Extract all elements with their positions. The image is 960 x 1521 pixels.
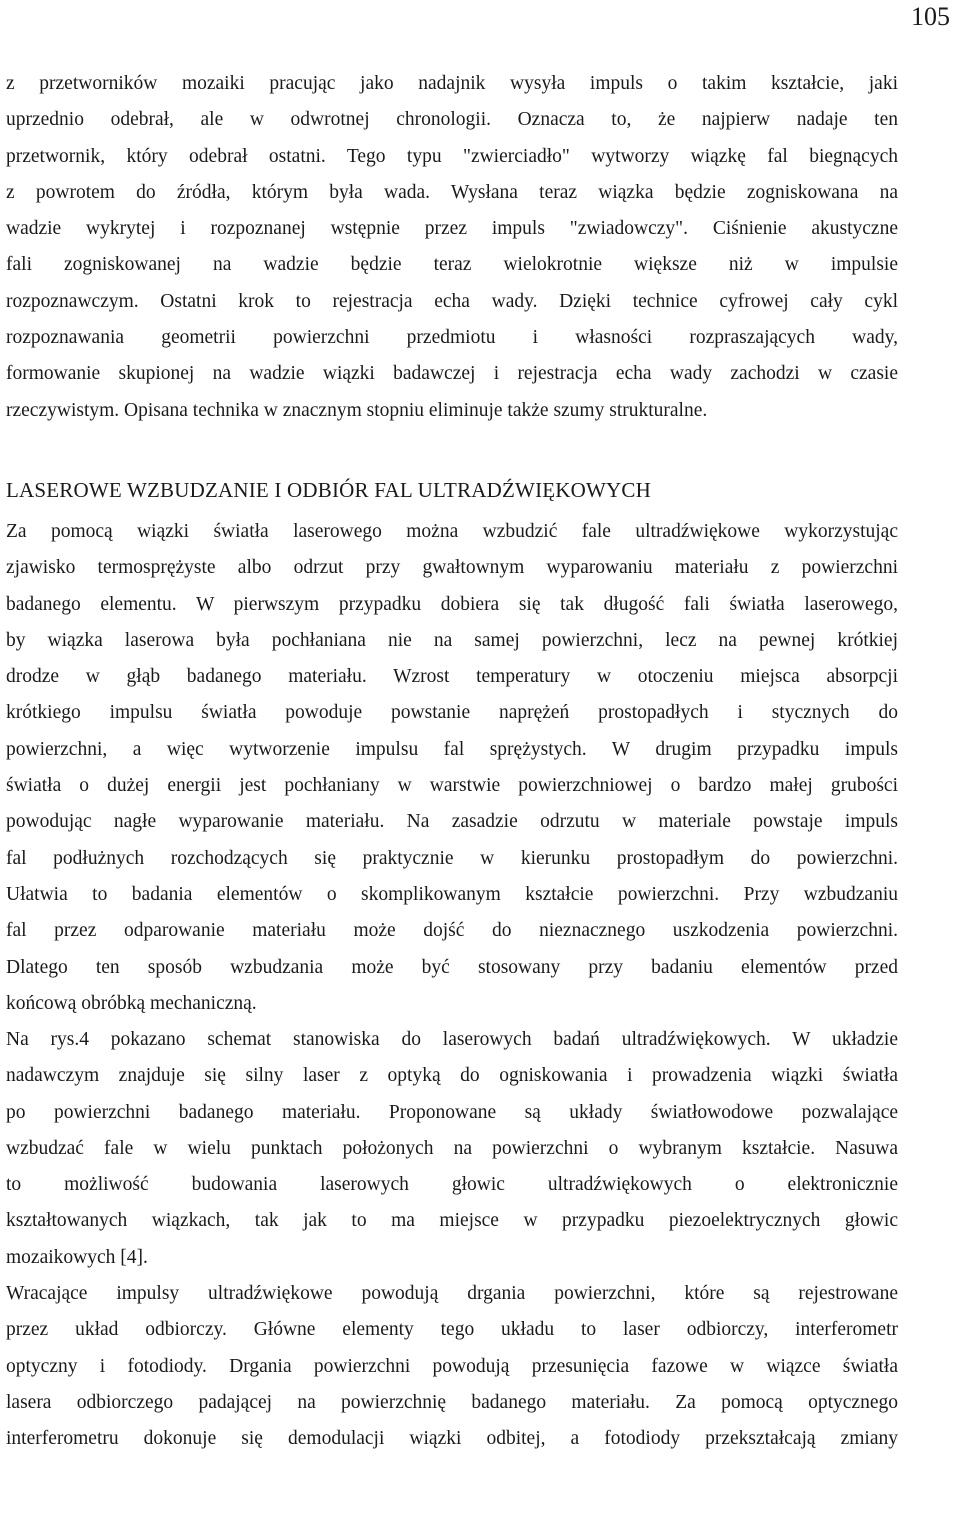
text-line: przez układ odbiorczy. Główne elementy tego układu to laser odbiorczy, interferometr xyxy=(6,1319,898,1341)
text-line: lasera odbiorczego padającej na powierzchnię badanego materiału. Za pomocą optycznego xyxy=(6,1391,898,1413)
text-line: powierzchni, a więc wytworzenie impulsu fal sprężystych. W drugim przypadku impuls xyxy=(6,738,898,760)
text-line: drodze w głąb badanego materiału. Wzrost temperatury w otoczeniu miejsca absorpcji xyxy=(6,666,898,688)
text-line: to możliwość budowania laserowych głowic ultradźwiękowych o elektronicznie xyxy=(6,1174,898,1196)
text-line: końcową obróbką mechaniczną. xyxy=(6,992,257,1014)
text-line: optyczny i fotodiody. Drgania powierzchni powodują przesunięcia fazowe w wiązce światła xyxy=(6,1355,898,1377)
text-line: Wracające impulsy ultradźwiękowe powodują drgania powierzchni, które są rejestrowane xyxy=(6,1283,898,1304)
text-line: rozpoznawczym. Ostatni krok to rejestracja echa wady. Dzięki technice cyfrowej cały cykl xyxy=(6,290,898,312)
text-line: po powierzchni badanego materiału. Proponowane są układy światłowodowe pozwalające xyxy=(6,1101,898,1123)
paragraph-1 xyxy=(6,66,898,429)
text-line: kształtowanych wiązkach, tak jak to ma miejsce w przypadku piezoelektrycznych głowic xyxy=(6,1210,898,1232)
text-line: Na rys.4 pokazano schemat stanowiska do laserowych badań ultradźwiękowych. W układzie xyxy=(6,1029,898,1050)
text-line: rzeczywistym. Opisana technika w znacznym stopniu eliminuje także szumy strukturalne. xyxy=(6,399,708,421)
text-line: wzbudzać fale w wielu punktach położonych na powierzchni o wybranym kształcie. Nasuwa xyxy=(6,1137,898,1159)
text-line: z przetworników mozaiki pracując jako nadajnik wysyła impuls o takim kształcie, jaki xyxy=(6,73,898,94)
text-line: światła o dużej energii jest pochłaniany w warstwie powierzchniowej o bardzo małej grubości xyxy=(6,775,898,797)
text-line: interferometru dokonuje się demodulacji wiązki odbitej, a fotodiody przekształcają zmiany xyxy=(6,1428,898,1450)
text-line: uprzednio odebrał, ale w odwrotnej chronologii. Oznacza to, że najpierw nadaje ten xyxy=(6,109,898,131)
text-line: mozaikowych [4]. xyxy=(6,1246,148,1268)
paragraph-4 xyxy=(6,1276,898,1457)
text-line: fal podłużnych rozchodzących się praktycznie w kierunku prostopadłym do powierzchni. xyxy=(6,847,898,869)
text-line: rozpoznawania geometrii powierzchni przedmiotu i własności rozpraszających wady, xyxy=(6,327,898,349)
text-line: formowanie skupionej na wadzie wiązki badawczej i rejestracja echa wady zachodzi w czasie xyxy=(6,363,898,385)
text-line: fal przez odparowanie materiału może dojść do nieznacznego uszkodzenia powierzchni. xyxy=(6,920,898,942)
text-line: z powrotem do źródła, którym była wada. Wysłana teraz wiązka będzie zogniskowana na xyxy=(6,181,898,203)
text-line: Dlatego ten sposób wzbudzania może być stosowany przy badaniu elementów przed xyxy=(6,956,898,978)
text-line: wadzie wykrytej i rozpoznanej wstępnie przez impuls "zwiadowczy". Ciśnienie akustyczne xyxy=(6,218,898,240)
text-line: Za pomocą wiązki światła laserowego można wzbudzić fale ultradźwiękowe wykorzystując xyxy=(6,521,898,542)
page-number: 105 xyxy=(911,2,950,31)
text-line: Ułatwia to badania elementów o skomplikowanym kształcie powierzchni. Przy wzbudzaniu xyxy=(6,883,898,905)
section-heading: LASEROWE WZBUDZANIE I ODBIÓR FAL ULTRADŹWIĘKOWYCH xyxy=(6,478,651,502)
text-line: nadawczym znajduje się silny laser z optyką do ogniskowania i prowadzenia wiązki światła xyxy=(6,1065,898,1087)
text-line: zjawisko termosprężyste albo odrzut przy gwałtownym wyparowaniu materiału z powierzchni xyxy=(6,557,898,579)
paragraph-3 xyxy=(6,1022,898,1276)
text-line: powodując nagłe wyparowanie materiału. Na zasadzie odrzutu w materiale powstaje impuls xyxy=(6,811,898,833)
text-line: przetwornik, który odebrał ostatni. Tego typu "zwierciadło" wytworzy wiązkę fal biegnących xyxy=(6,145,898,167)
text-line: badanego elementu. W pierwszym przypadku dobiera się tak długość fali światła laserowego, xyxy=(6,593,898,615)
text-line: by wiązka laserowa była pochłaniana nie na samej powierzchni, lecz na pewnej krótkiej xyxy=(6,629,898,651)
text-line: fali zogniskowanej na wadzie będzie teraz wielokrotnie większe niż w impulsie xyxy=(6,254,898,276)
paragraph-2 xyxy=(6,514,898,1022)
text-line: krótkiego impulsu światła powoduje powstanie naprężeń prostopadłych i stycznych do xyxy=(6,702,898,724)
